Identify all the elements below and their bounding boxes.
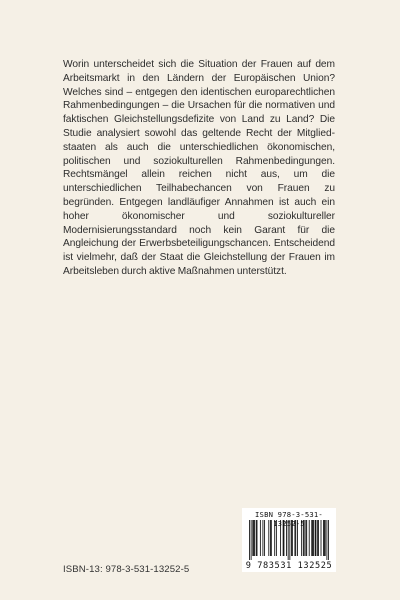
barcode-bar — [249, 520, 250, 560]
barcode-bar — [288, 520, 289, 560]
barcode-bar — [309, 520, 310, 556]
barcode-bar — [284, 520, 285, 556]
barcode-isbn-label: ISBN 978-3-531-13252-5 — [255, 510, 323, 528]
barcode-bar — [315, 520, 316, 556]
barcode-bar — [318, 520, 319, 556]
barcode-bar — [252, 520, 253, 556]
barcode — [242, 508, 336, 572]
barcode-bar — [312, 520, 313, 556]
barcode-bar — [294, 520, 295, 556]
barcode-bar — [297, 520, 298, 556]
barcode-bar — [271, 520, 272, 556]
blurb-text: Worin unterscheidet sich die Situation der Frauen auf dem Arbeitsmarkt in den Ländern der Europäischen Union? Welches sind – entgegen den identischen europarechtlichen Rahmenbedingungen – die Ursachen für die normativen und faktischen Gleichstellungsdefizite von Land zu Land? Die Studie analysiert sowohl das geltende Recht der Mitgliedstaaten als auch die unterschiedlichen ökonomischen, politischen und soziokulturellen Rahmenbedingungen. Rechtsmängel allein reichen nicht aus, um die unterschiedlichen Teilhabechancen von Frauen zu begründen. Entgegen landläufiger Annahmen ist auch ein hoher ökonomischer und soziokultureller Modernisierungsstandard noch kein Garant für die Angleichung der Erwerbsbeteiligungschancen. Entscheidend ist vielmehr, daß der Staat die Gleichstellung der Frauen im Arbeitsleben durch aktive Maßnahmen unterstützt. — [63, 59, 335, 277]
barcode-bar — [254, 520, 255, 556]
barcode-bar — [264, 520, 265, 556]
barcode-bar — [316, 520, 317, 556]
barcode-bar — [304, 520, 305, 556]
barcode-bar — [253, 520, 254, 556]
barcode-bar — [305, 520, 306, 556]
barcode-bar — [306, 520, 307, 556]
barcode-bar — [257, 520, 258, 556]
barcode-bar — [311, 520, 312, 556]
barcode-bar — [323, 520, 324, 556]
barcode-bar — [268, 520, 269, 556]
barcode-bar — [283, 520, 284, 556]
barcode-bar — [326, 520, 327, 560]
barcode-bar — [325, 520, 326, 556]
barcode-bar — [324, 520, 325, 556]
barcode-bar — [292, 520, 293, 556]
barcode-bar — [317, 520, 318, 556]
barcode-bar — [251, 520, 252, 560]
barcode-bar — [262, 520, 263, 556]
barcode-bar — [274, 520, 275, 556]
barcode-bar — [321, 520, 322, 556]
barcode-bar — [303, 520, 304, 556]
barcode-bar — [301, 520, 302, 556]
barcode-bar — [280, 520, 281, 556]
barcode-bar — [295, 520, 296, 556]
barcode-bar — [328, 520, 329, 560]
barcode-bar — [313, 520, 314, 556]
barcode-digits: 9 783531 132525 — [245, 561, 333, 571]
barcode-bar — [256, 520, 257, 556]
barcode-bar — [289, 520, 290, 560]
barcode-bar — [291, 520, 292, 556]
barcode-bar — [286, 520, 287, 556]
barcode-bar — [260, 520, 261, 556]
barcode-bars — [249, 520, 329, 560]
barcode-bar — [270, 520, 271, 556]
barcode-bar — [276, 520, 277, 556]
isbn-text: ISBN-13: 978-3-531-13252-5 — [63, 564, 190, 575]
